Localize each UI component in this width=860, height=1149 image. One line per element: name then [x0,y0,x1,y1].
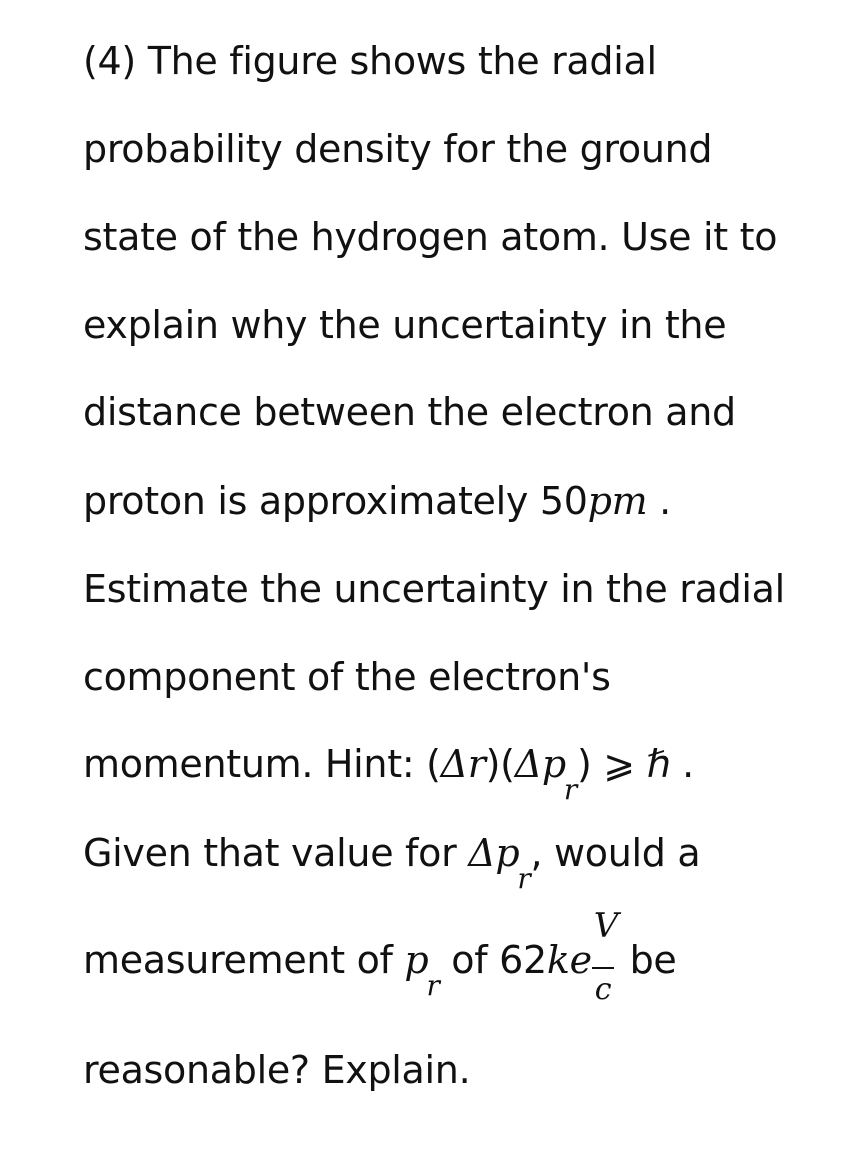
fraction-v-over-c [592,906,619,1007]
text-segment: of 62 [439,938,547,982]
math-delta-r: Δr [440,742,486,786]
math-p: p [404,938,429,982]
text-line-6 [83,478,671,524]
text-segment: )( [485,742,515,786]
text-segment: be [617,938,677,982]
text-line-5: distance between the electron and [83,390,736,434]
text-line-1: (4) The figure shows the radial [83,39,657,83]
math-delta-p: Δp [514,742,566,786]
text-line-3: state of the hydrogen atom. Use it to [83,215,778,259]
math-ke: ke [546,938,592,982]
text-segment: , would a [530,831,701,875]
fraction-denominator: c [594,972,612,1007]
text-line-7: Estimate the uncertainty in the radial [83,567,785,611]
text-line-2: probability density for the ground [83,127,713,171]
text-line-4: explain why the uncertainty in the [83,303,727,347]
text-line-11 [83,906,677,1007]
text-line-9-hint [83,741,694,806]
text-line-12: reasonable? Explain. [83,1048,471,1092]
unit-pm: pm [587,479,648,523]
math-subscript-r: r [426,969,440,1002]
math-delta-p: Δp [468,831,520,875]
math-subscript-r: r [563,773,577,806]
math-subscript-r: r [517,862,531,895]
text-line-10 [83,830,701,895]
text-segment: Given that value for [83,831,469,875]
text-line-8: component of the electron's [83,655,611,699]
text-segment: . [647,479,671,523]
text-segment: ) ⩾ ℏ . [576,742,694,786]
text-segment: proton is approximately 50 [83,479,588,523]
fraction-numerator: V [593,906,619,946]
text-segment: momentum. Hint: ( [83,742,441,786]
text-segment: measurement of [83,938,405,982]
